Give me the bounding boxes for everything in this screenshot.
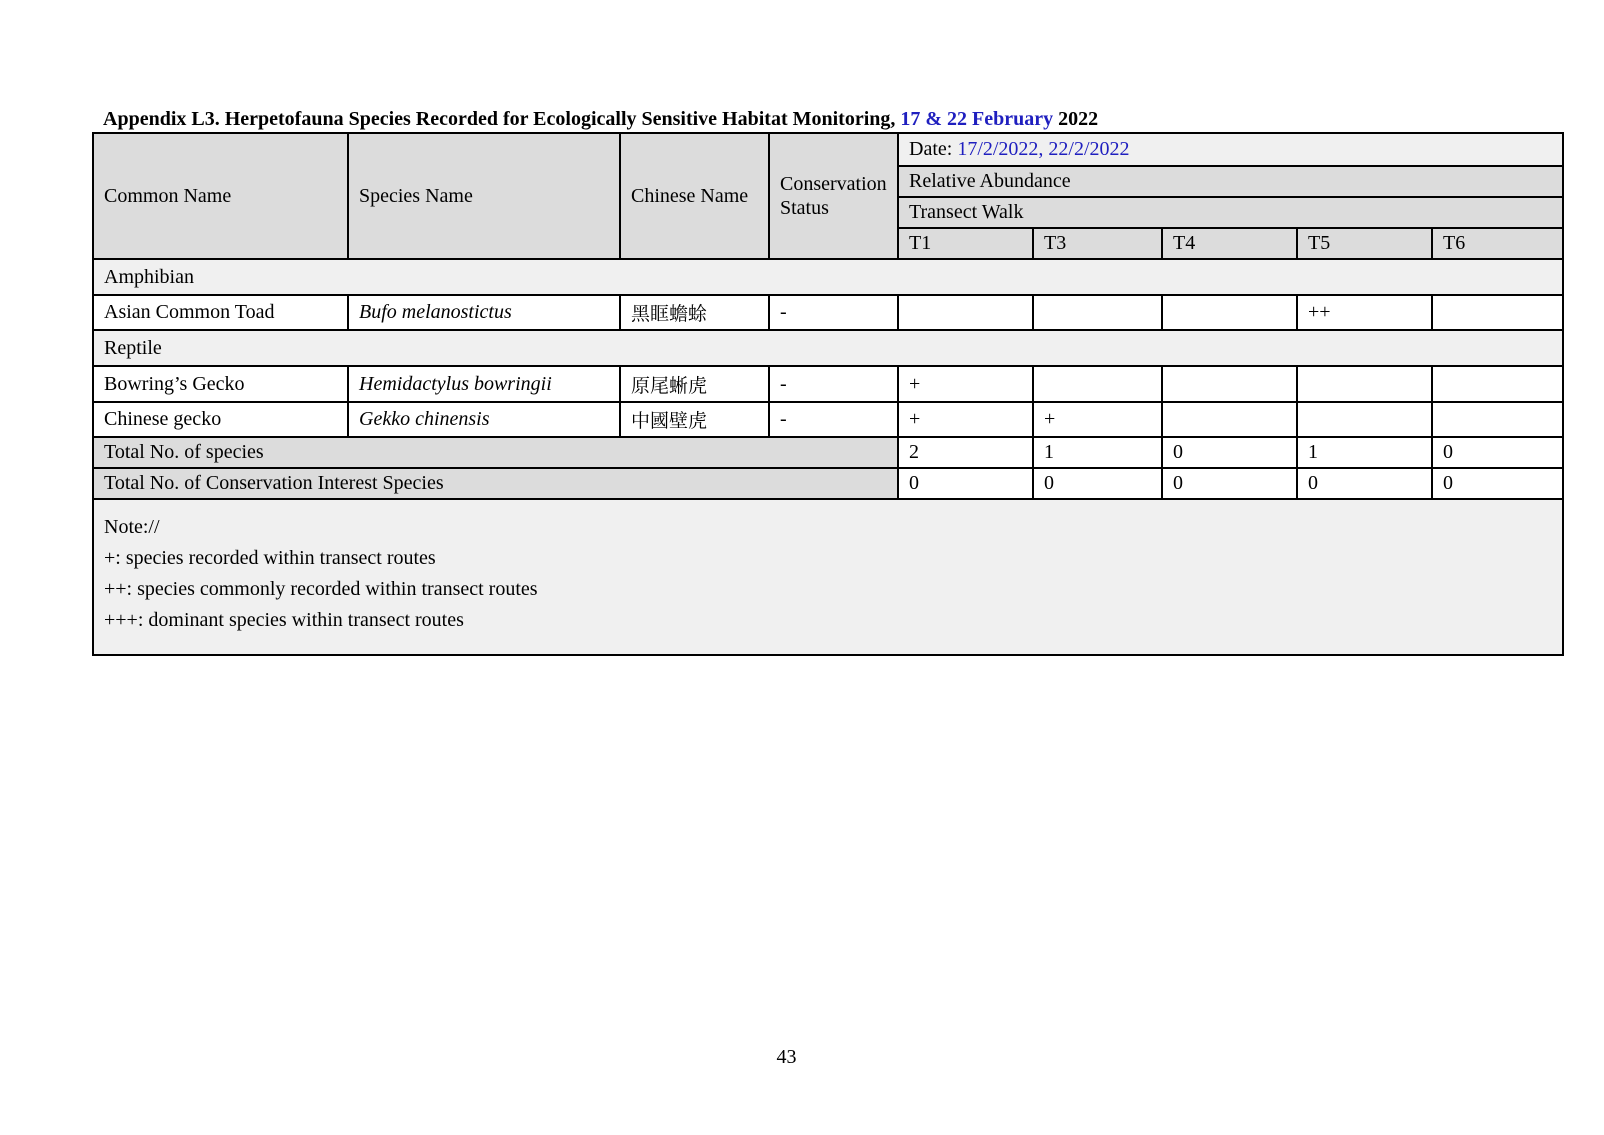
total-value: 1 [1033, 437, 1162, 468]
total-value: 0 [1162, 468, 1297, 499]
cell-value: ++ [1297, 295, 1432, 330]
header-date [898, 133, 1563, 166]
header-chinese-name: Chinese Name [620, 133, 769, 259]
total-value: 0 [1033, 468, 1162, 499]
cell-chinese-name: 原尾蜥虎 [620, 366, 769, 402]
cell-value: + [898, 366, 1033, 402]
total-value: 0 [1432, 437, 1563, 468]
notes-section [93, 499, 1563, 655]
header-relative-abundance: Relative Abundance [898, 166, 1563, 197]
header-transect-walk: Transect Walk [898, 197, 1563, 228]
note-item: ++: species commonly recorded within transect routes [104, 578, 538, 600]
table-row [93, 295, 1563, 330]
header-transect: T6 [1432, 228, 1563, 259]
cell-value [1033, 295, 1162, 330]
totals-row [93, 437, 1563, 468]
cell-value [1297, 366, 1432, 402]
cell-chinese-name: 黑眶蟾蜍 [620, 295, 769, 330]
table-caption [103, 108, 1098, 131]
total-value: 0 [1297, 468, 1432, 499]
total-conservation-label: Total No. of Conservation Interest Species [93, 468, 898, 499]
total-value: 1 [1297, 437, 1432, 468]
cell-value [1432, 366, 1563, 402]
cell-value [1162, 366, 1297, 402]
header-transect: T1 [898, 228, 1033, 259]
header-common-name: Common Name [93, 133, 348, 259]
cell-value: + [898, 402, 1033, 437]
cell-value: + [1033, 402, 1162, 437]
cell-value [1162, 402, 1297, 437]
header-transect: T5 [1297, 228, 1432, 259]
caption-prefix: Appendix L3. Herpetofauna Species Recorded for Ecologically Sensitive Habitat Monitoring, [103, 108, 896, 130]
total-value: 2 [898, 437, 1033, 468]
table-row [93, 366, 1563, 402]
caption-dates: 17 & 22 February [900, 108, 1054, 130]
cell-common-name: Asian Common Toad [93, 295, 348, 330]
date-label: Date: [909, 138, 953, 160]
note-item: +: species recorded within transect routes [104, 547, 436, 569]
cell-value [1297, 402, 1432, 437]
cell-value [1432, 295, 1563, 330]
cell-chinese-name: 中國壁虎 [620, 402, 769, 437]
header-transect: T4 [1162, 228, 1297, 259]
cell-common-name: Bowring’s Gecko [93, 366, 348, 402]
header-transect: T3 [1033, 228, 1162, 259]
cell-species-name: Bufo melanostictus [348, 295, 620, 330]
cell-value [1432, 402, 1563, 437]
caption-year: 2022 [1058, 108, 1099, 130]
table-row [93, 402, 1563, 437]
total-value: 0 [1432, 468, 1563, 499]
header-species-name: Species Name [348, 133, 620, 259]
group-header-amphibian: Amphibian [93, 259, 1563, 295]
notes-title: Note:// [104, 516, 160, 538]
cell-value [1033, 366, 1162, 402]
header-conservation-status: Conservation Status [769, 133, 898, 259]
cell-status: - [769, 402, 898, 437]
total-value: 0 [898, 468, 1033, 499]
cell-status: - [769, 366, 898, 402]
page-number: 43 [776, 1046, 797, 1068]
cell-status: - [769, 295, 898, 330]
total-species-label: Total No. of species [93, 437, 898, 468]
total-value: 0 [1162, 437, 1297, 468]
cell-species-name: Hemidactylus bowringii [348, 366, 620, 402]
cell-value [1162, 295, 1297, 330]
cell-value [898, 295, 1033, 330]
note-item: +++: dominant species within transect routes [104, 609, 464, 631]
cell-species-name: Gekko chinensis [348, 402, 620, 437]
totals-row [93, 468, 1563, 499]
cell-common-name: Chinese gecko [93, 402, 348, 437]
group-header-reptile: Reptile [93, 330, 1563, 366]
date-value: 17/2/2022, 22/2/2022 [957, 138, 1130, 160]
herpetofauna-table [92, 132, 1564, 656]
